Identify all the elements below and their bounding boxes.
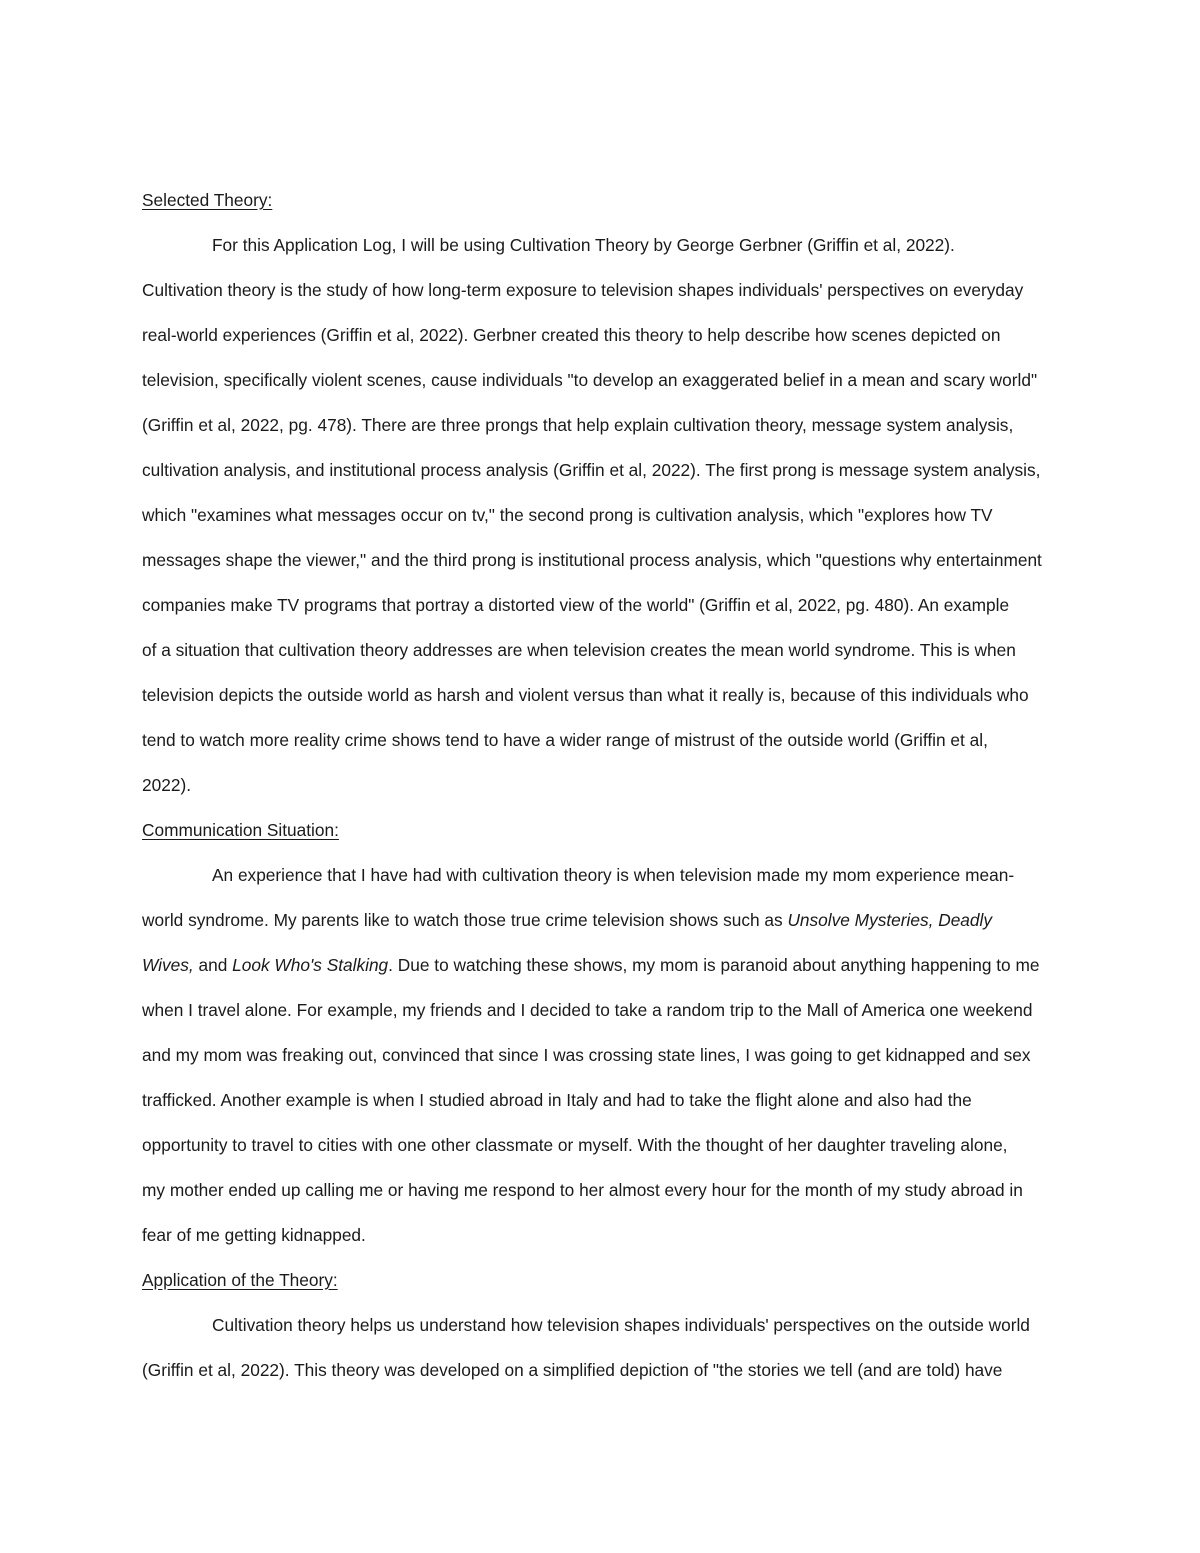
paragraph-line: 2022). xyxy=(142,775,192,795)
paragraph-line: For this Application Log, I will be using Cultivation Theory by George Gerbner (Griffin et al, 2022). xyxy=(212,235,955,255)
section-heading-selected-theory: Selected Theory: xyxy=(142,190,273,210)
paragraph-line xyxy=(142,943,1064,988)
paragraph-line xyxy=(142,898,1064,943)
text-run: . Due to watching these shows, my mom is paranoid about anything happening to me xyxy=(388,955,1040,975)
paragraph-line: messages shape the viewer," and the third prong is institutional process analysis, which "questions why entertainment xyxy=(142,550,1042,570)
text-run: and xyxy=(193,955,233,975)
paragraph-line: when I travel alone. For example, my friends and I decided to take a random trip to the Mall of America one weekend xyxy=(142,1000,1033,1020)
paragraph-line: Cultivation theory helps us understand how television shapes individuals' perspectives on the outside world xyxy=(212,1315,1030,1335)
paragraph-line: of a situation that cultivation theory addresses are when television creates the mean world syndrome. This is when xyxy=(142,640,1016,660)
paragraph-line: trafficked. Another example is when I studied abroad in Italy and had to take the flight alone and also had the xyxy=(142,1090,972,1110)
italic-title-run: Look Who's Stalking xyxy=(232,955,389,975)
italic-title-run: Wives, xyxy=(142,955,194,975)
italic-title-run: Unsolve Mysteries, Deadly xyxy=(787,910,993,930)
section-heading-application-of-theory: Application of the Theory: xyxy=(142,1270,338,1290)
paragraph-line: which "examines what messages occur on tv," the second prong is cultivation analysis, which "explores how TV xyxy=(142,505,993,525)
paragraph-line: companies make TV programs that portray a distorted view of the world" (Griffin et al, 2022, pg. 480). An example xyxy=(142,595,1010,615)
paragraph-line: fear of me getting kidnapped. xyxy=(142,1225,366,1245)
paragraph-line: Cultivation theory is the study of how long-term exposure to television shapes individuals' perspectives on everyday xyxy=(142,280,1024,300)
paragraph-line: television depicts the outside world as harsh and violent versus than what it really is, because of this individuals who xyxy=(142,685,1029,705)
paragraph-line: An experience that I have had with cultivation theory is when television made my mom experience mean- xyxy=(212,865,1015,885)
paragraph-line: real-world experiences (Griffin et al, 2022). Gerbner created this theory to help describe how scenes depicted on xyxy=(142,325,1001,345)
paragraph-line: opportunity to travel to cities with one other classmate or myself. With the thought of her daughter traveling alone, xyxy=(142,1135,1008,1155)
text-run: world syndrome. My parents like to watch those true crime television shows such as xyxy=(142,910,788,930)
paragraph-line: and my mom was freaking out, convinced that since I was crossing state lines, I was going to get kidnapped and sex xyxy=(142,1045,1031,1065)
paragraph-line: tend to watch more reality crime shows tend to have a wider range of mistrust of the outside world (Griffin et al, xyxy=(142,730,988,750)
section-heading-communication-situation: Communication Situation: xyxy=(142,820,339,840)
paragraph-line: television, specifically violent scenes, cause individuals "to develop an exaggerated belief in a mean and scary world" xyxy=(142,370,1038,390)
paragraph-line: my mother ended up calling me or having me respond to her almost every hour for the month of my study abroad in xyxy=(142,1180,1023,1200)
paragraph-line: cultivation analysis, and institutional process analysis (Griffin et al, 2022). The first prong is message system analysis, xyxy=(142,460,1041,480)
paragraph-line: (Griffin et al, 2022). This theory was developed on a simplified depiction of "the stories we tell (and are told) have xyxy=(142,1360,1003,1380)
document-body xyxy=(142,178,1064,1393)
paragraph-line: (Griffin et al, 2022, pg. 478). There are three prongs that help explain cultivation theory, message system analysis, xyxy=(142,415,1014,435)
